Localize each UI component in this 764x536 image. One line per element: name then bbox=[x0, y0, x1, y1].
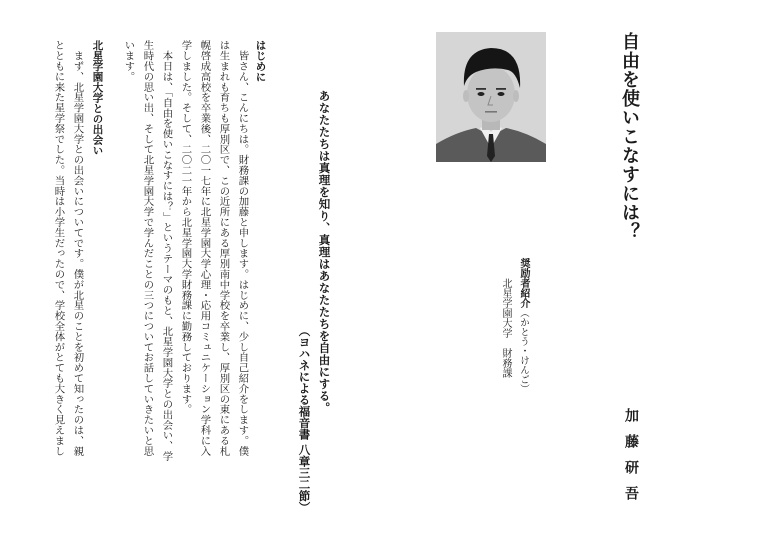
epigraph-source: （ヨハネによる福音書 八章三二節） bbox=[297, 325, 312, 514]
body-line: います。 bbox=[122, 40, 135, 82]
body-line: 幌啓成高校を卒業後、二〇一七年に北星学園大学心理・応用コミュニケーション学科に入 bbox=[198, 40, 211, 456]
body-line: 生時代の思い出、そして北星学園大学で学んだことの三つについてお話していきたいと思 bbox=[141, 40, 154, 456]
body-line: 学しました。そして、二〇二一年から北星学園大学財務課に勤務しております。 bbox=[179, 40, 192, 415]
profile-label bbox=[518, 258, 528, 394]
body-line: 本日は、「自由を使いこなすには？」というテーマのもと、北星学園大学との出会い、学 bbox=[160, 40, 173, 462]
profile-label-text: 奨励者紹介 bbox=[518, 258, 529, 308]
body-line: とともに来た星学祭でした。当時は小学生だったので、学校全体がとても大きく見えまし bbox=[52, 40, 65, 456]
epigraph: あなたたちは真理を知り、真理はあなたたちを自由にする。 bbox=[317, 90, 332, 414]
section-heading-encounter: 北星学園大学との出会い bbox=[91, 40, 104, 156]
body-line: 皆さん、こんにちは。財務課の加藤と申します。はじめに、少し自己紹介をします。僕 bbox=[236, 40, 249, 456]
author-photo bbox=[436, 32, 546, 162]
article-title: 自由を使いこなすには？ bbox=[619, 32, 640, 241]
profile-affiliation: 北星学園大学 財務課 bbox=[500, 278, 511, 378]
body-line: は生まれも育ちも厚別区で、この近所にある厚別南中学校を卒業し、厚別区の東にある札 bbox=[217, 40, 230, 456]
body-line: まず、北星学園大学との出会いについてです。僕が北星のことを初めて知ったのは、親 bbox=[71, 40, 84, 456]
profile-reading: （かとう・けんご） bbox=[518, 308, 529, 394]
author-name: 加藤研吾 bbox=[623, 408, 639, 512]
section-heading-intro: はじめに bbox=[254, 40, 267, 82]
